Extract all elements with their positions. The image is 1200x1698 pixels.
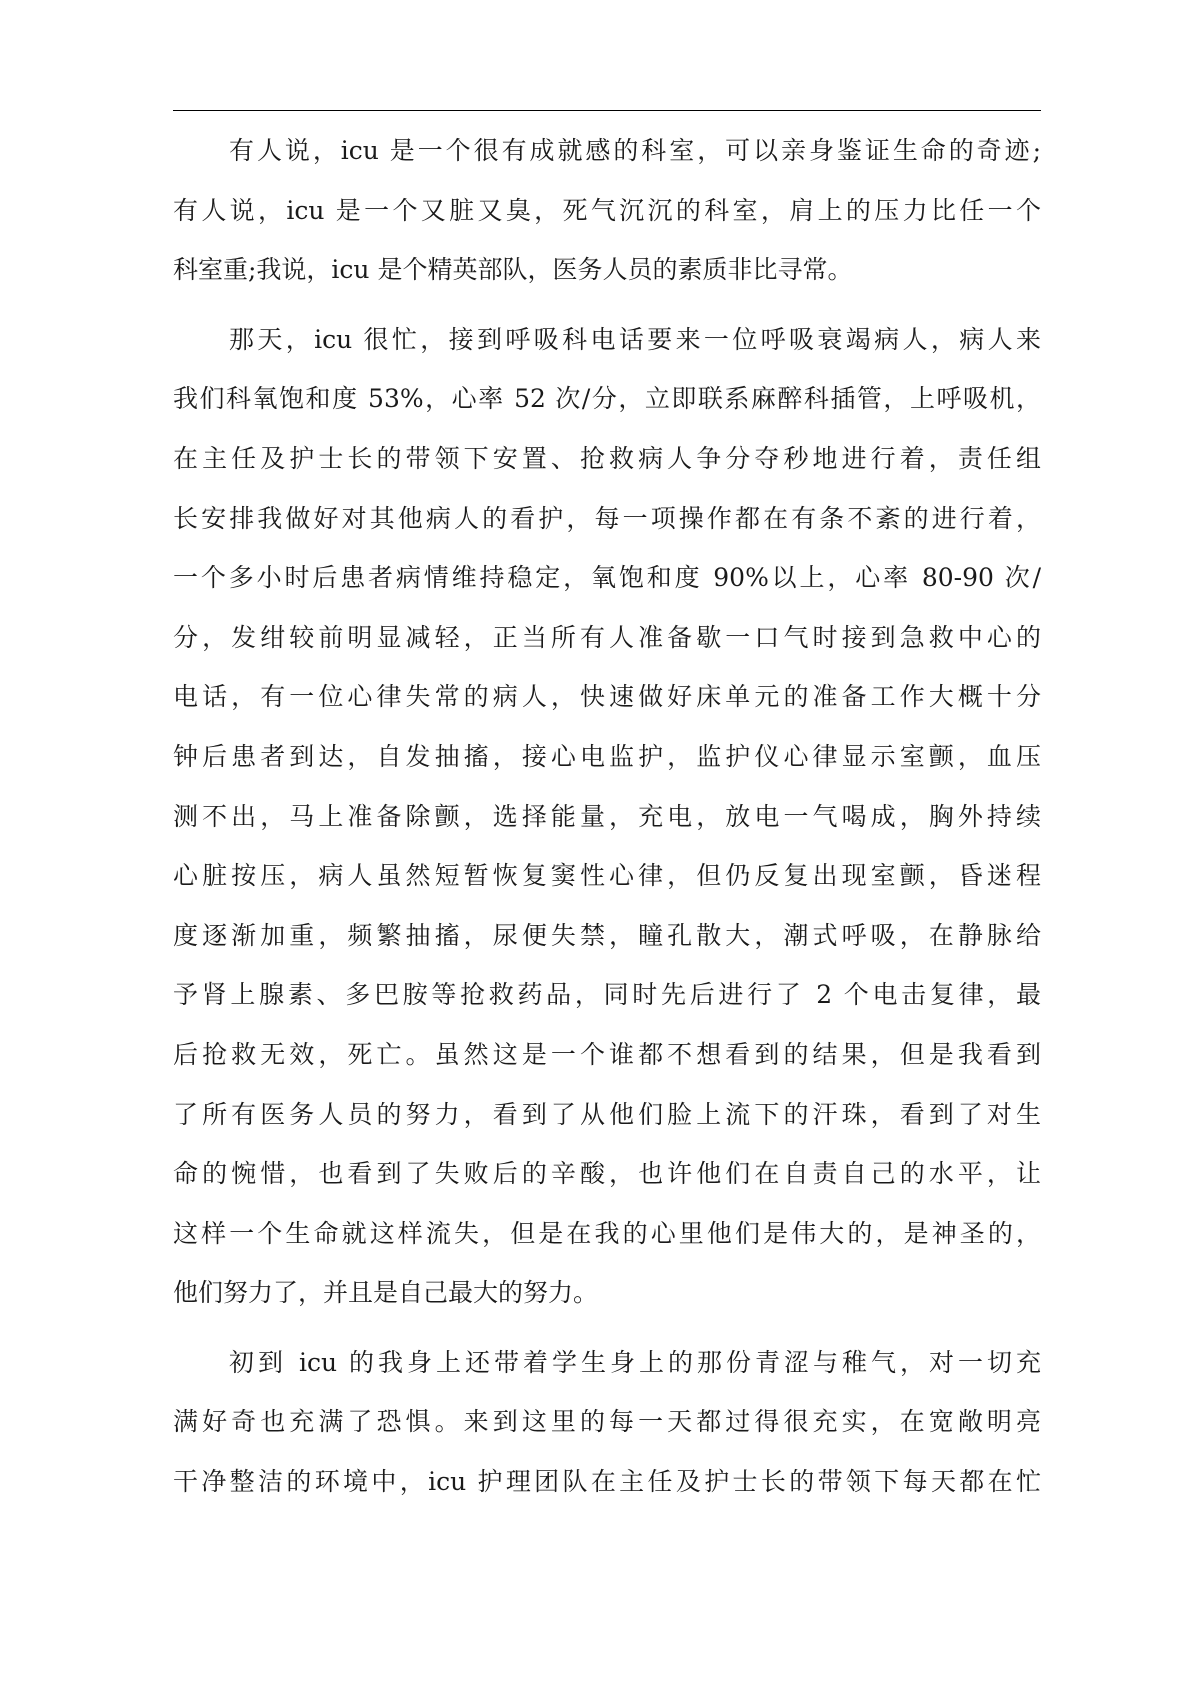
text-line: 这样一个生命就这样流失，但是在我的心里他们是伟大的，是神圣的， [173,1218,1041,1248]
text-line: 后抢救无效，死亡。虽然这是一个谁都不想看到的结果，但是我看到 [173,1039,1041,1069]
header-rule [173,110,1041,111]
text-line: 予肾上腺素、多巴胺等抢救药品，同时先后进行了 2 个电击复律，最 [173,980,1041,1010]
text-line: 心脏按压，病人虽然短暂恢复窦性心律，但仍反复出现室颤，昏迷程 [173,861,1041,891]
text-line: 分，发绀较前明显减轻，正当所有人准备歇一口气时接到急救中心的 [173,622,1041,652]
text-line: 他们努力了，并且是自己最大的努力。 [173,1278,599,1308]
text-line: 电话，有一位心律失常的病人，快速做好床单元的准备工作大概十分 [173,682,1041,712]
text-line: 测不出，马上准备除颤，选择能量，充电，放电一气喝成，胸外持续 [173,801,1041,831]
paragraph-3 [173,1333,1041,1512]
text-line: 命的惋惜，也看到了失败后的辛酸，也许他们在自责自己的水平，让 [173,1159,1041,1189]
text-line: 了所有医务人员的努力，看到了从他们脸上流下的汗珠，看到了对生 [173,1099,1041,1129]
text-line: 我们科氧饱和度 53%，心率 52 次/分，立即联系麻醉科插管，上呼吸机， [173,384,1041,414]
text-line: 干净整洁的环境中，icu 护理团队在主任及护士长的带领下每天都在忙 [173,1467,1041,1497]
text-line: 满好奇也充满了恐惧。来到这里的每一天都过得很充实，在宽敞明亮 [173,1407,1041,1437]
paragraph-2 [173,310,1041,1323]
text-line: 科室重;我说，icu 是个精英部队，医务人员的素质非比寻常。 [173,255,853,285]
text-line: 初到 icu 的我身上还带着学生身上的那份青涩与稚气，对一切充 [229,1347,1041,1377]
text-line: 那天，icu 很忙，接到呼吸科电话要来一位呼吸衰竭病人，病人来 [229,324,1041,354]
text-line: 度逐渐加重，频繁抽搐，尿便失禁，瞳孔散大，潮式呼吸，在静脉给 [173,920,1041,950]
text-line: 有人说，icu 是一个又脏又臭，死气沉沉的科室，肩上的压力比任一个 [173,195,1041,225]
text-line: 有人说，icu 是一个很有成就感的科室，可以亲身鉴证生命的奇迹; [229,136,1041,165]
text-line: 长安排我做好对其他病人的看护，每一项操作都在有条不紊的进行着， [173,503,1041,533]
body-text [173,121,1041,1522]
text-line: 一个多小时后患者病情维持稳定，氧饱和度 90%以上，心率 80-90 次/ [173,563,1041,593]
text-line: 在主任及护士长的带领下安置、抢救病人争分夺秒地进行着，责任组 [173,443,1041,473]
paragraph-1 [173,121,1041,300]
text-line: 钟后患者到达，自发抽搐，接心电监护，监护仪心律显示室颤，血压 [173,741,1041,771]
